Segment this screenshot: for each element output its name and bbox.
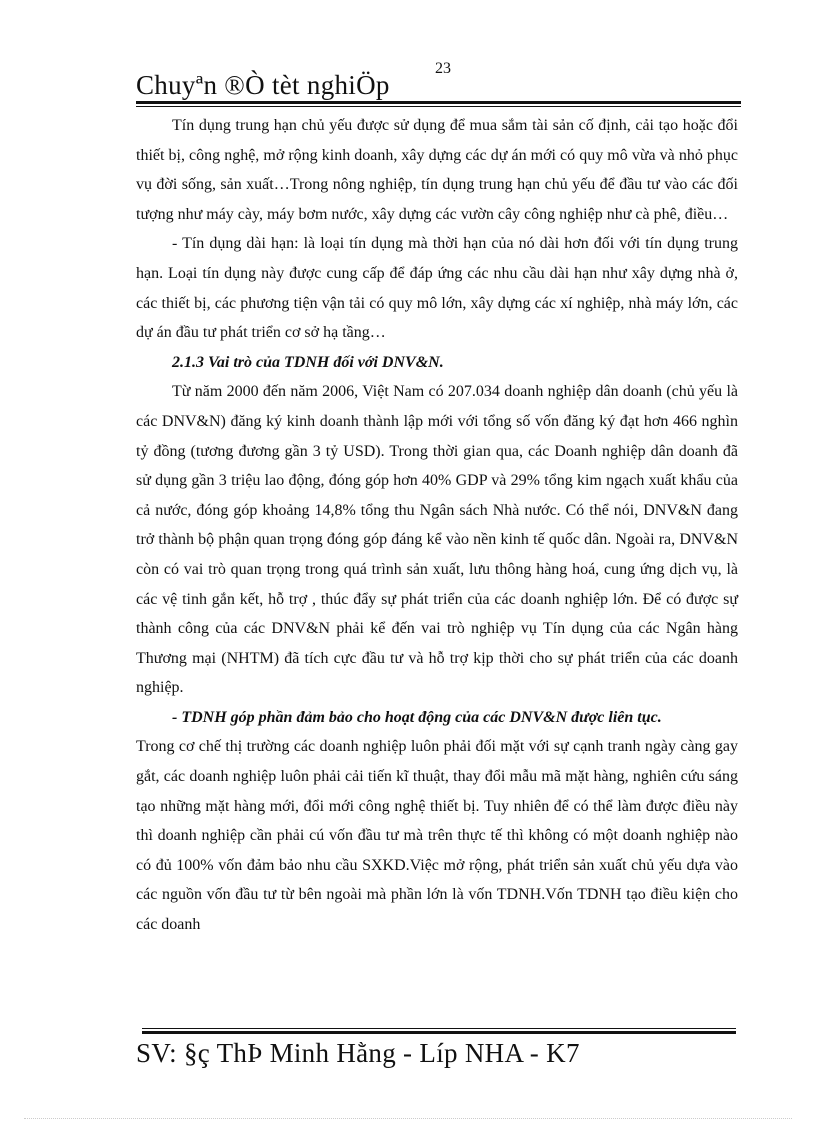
- header-title: Chuyªn ®Ò tèt nghiÖp: [136, 70, 390, 100]
- page-bottom-border: [24, 1118, 792, 1119]
- footer-rule-thin: [142, 1028, 736, 1029]
- page-number: 23: [435, 60, 451, 77]
- paragraph-lead-bold: - TDNH góp phần đảm bảo cho hoạt động của các DNV&N được liên tục.: [172, 708, 662, 726]
- paragraph-continuity-body: Trong cơ chế thị trường các doanh nghiệp luôn phải đối mặt với sự cạnh tranh ngày càng gay gắt, các doanh nghiệp luôn phải cải tiến kĩ thuật, thay đổi mẫu mã mặt hàng, nghiên cứu sáng tạo những mặt hàng mới, đổi mới công nghệ thiết bị. Tuy nhiên để có thể làm được điều này thì doanh nghiệp cần phải cú vốn đầu tư mà trên thực tế thì không có một doanh nghiệp nào có đủ 100% vốn đảm bảo nhu cầu SXKD.Việc mở rộng, phát triển sản xuất chủ yếu dựa vào các nguồn vốn đầu tư từ bên ngoài mà phần lớn là vốn TDNH.Vốn TDNH tạo điều kiện cho các doanh: [136, 738, 738, 934]
- paragraph-medium-term-credit: Tín dụng trung hạn chủ yếu được sử dụng để mua sắm tài sản cố định, cải tạo hoặc đổi thiết bị, công nghệ, mở rộng kinh doanh, xây dựng các dự án mới có quy mô vừa và nhỏ phục vụ đời sống, sản xuất…Trong nông nghiệp, tín dụng trung hạn chủ yếu để đầu tư vào các đối tượng như máy cày, máy bơm nước, xây dựng các vườn cây công nghiệp như cà phê, điều…: [136, 117, 738, 223]
- section-heading: 2.1.3 Vai trò của TDNH đối với DNV&N.: [172, 353, 444, 371]
- document-body: [136, 111, 738, 940]
- paragraph-long-term-credit: - Tín dụng dài hạn: là loại tín dụng mà thời hạn của nó dài hơn đối với tín dụng trung hạn. Loại tín dụng này được cung cấp để đáp ứng các nhu cầu dài hạn như xây dựng nhà ở, các thiết bị, các phương tiện vận tải có quy mô lớn, xây dựng các xí nghiệp, nhà máy lớn, các dự án đầu tư phát triển cơ sở hạ tầng…: [136, 235, 738, 342]
- header-rule-thin: [136, 106, 741, 107]
- header-rule-thick: [136, 101, 741, 104]
- paragraph-continuity: [136, 703, 738, 940]
- paragraph-role-statistics: Từ năm 2000 đến năm 2006, Việt Nam có 207.034 doanh nghiệp dân doanh (chủ yếu là các DNV&N) đăng ký kinh doanh thành lập mới với tổng số vốn đăng ký đạt hơn 466 nghìn tỷ đồng (tương đương gần 3 tỷ USD). Trong thời gian qua, các Doanh nghiệp dân doanh đã sử dụng gần 3 triệu lao động, đóng góp hơn 40% GDP và 29% tổng kim ngạch xuất khẩu của cả nước, đóng góp khoảng 14,8% tổng thu Ngân sách Nhà nước. Có thể nói, DNV&N đang trở thành bộ phận quan trọng đóng góp đáng kể vào nền kinh tế quốc dân. Ngoài ra, DNV&N còn có vai trò quan trọng trong quá trình sản xuất, lưu thông hàng hoá, cung ứng dịch vụ, là các vệ tinh gắn kết, hỗ trợ , thúc đẩy sự phát triển của các doanh nghiệp lớn. Để có được sự thành công của các DNV&N phải kể đến vai trò nghiệp vụ Tín dụng của các Ngân hàng Thương mại (NHTM) đã tích cực đầu tư và hỗ trợ kịp thời cho sự phát triển của các doanh nghiệp.: [136, 383, 738, 697]
- footer-rule-thick: [142, 1031, 736, 1034]
- footer-student-info: SV: §ç ThÞ Minh Hằng - Líp NHA - K7: [136, 1038, 580, 1068]
